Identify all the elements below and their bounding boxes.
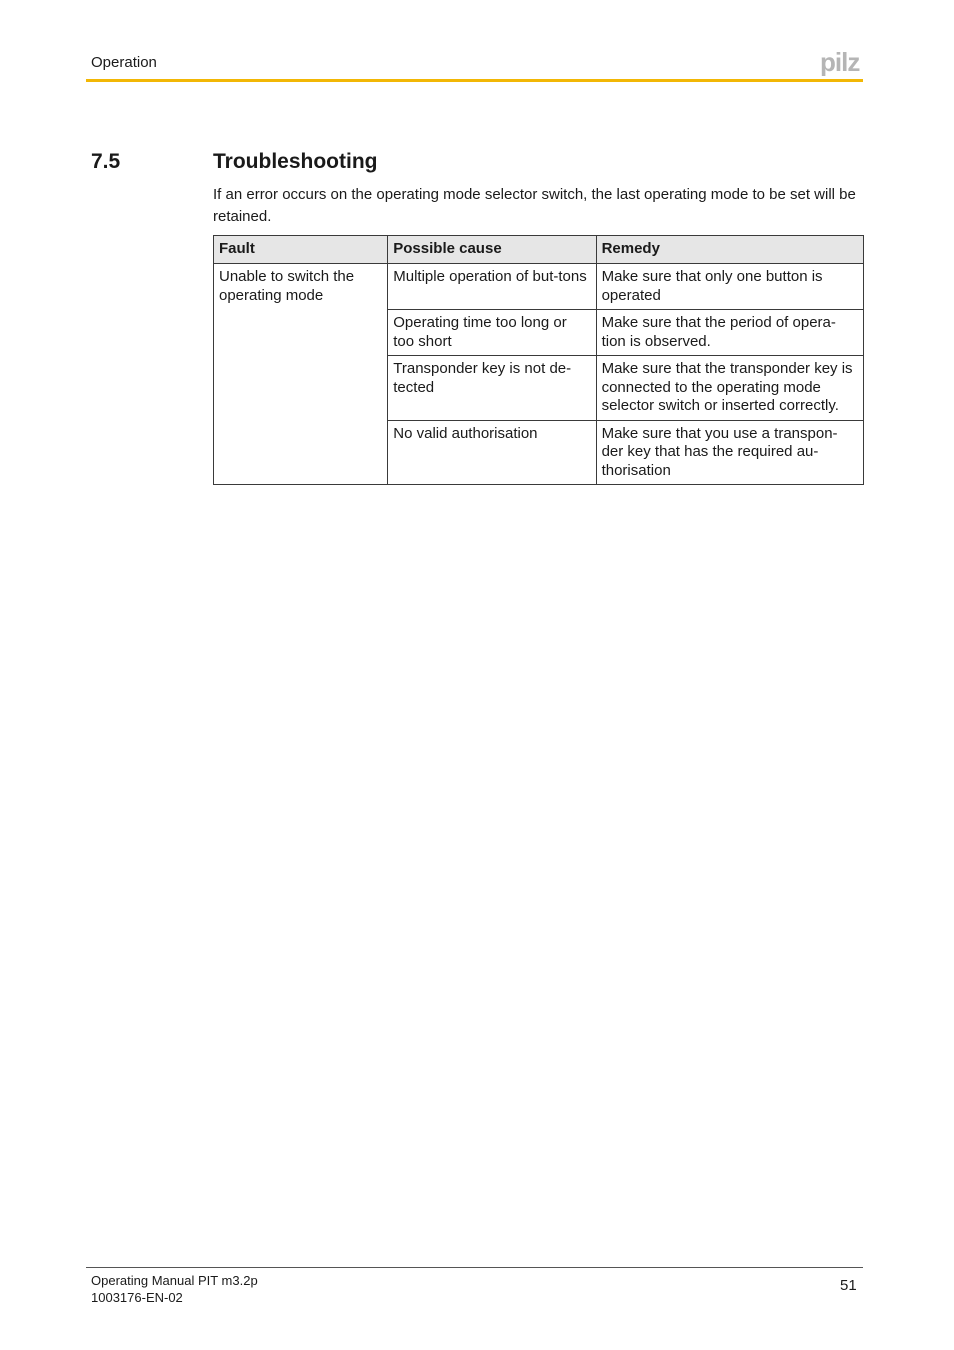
column-header-cause: Possible cause [388,236,596,264]
table-header-row [214,236,864,264]
pilz-logo [820,50,864,76]
section-title: Troubleshooting [213,150,378,173]
footer-rule [86,1267,863,1268]
remedy-cell: Make sure that the transponder key is connected to the operating mode selector switch or inserted correctly. [596,356,863,421]
footer-manual-title: Operating Manual PIT m3.2p [91,1273,258,1288]
footer-document-number: 1003176-EN-02 [91,1290,183,1305]
troubleshooting-table [213,235,864,485]
running-header-section: Operation [91,54,157,71]
remedy-cell: Make sure that you use a transpon-der key that has the required au-thorisation [596,420,863,485]
section-number: 7.5 [91,150,121,173]
fault-cell: Unable to switch the operating mode [214,264,388,485]
header-rule [86,79,863,82]
cause-cell: No valid authorisation [388,420,596,485]
cause-cell: Operating time too long or too short [388,310,596,356]
logo-text: pilz [820,50,860,76]
remedy-cell: Make sure that only one button is operated [596,264,863,310]
column-header-fault: Fault [214,236,388,264]
table-row [214,264,864,310]
remedy-cell: Make sure that the period of opera-tion is observed. [596,310,863,356]
cause-cell: Transponder key is not de-tected [388,356,596,421]
intro-paragraph: If an error occurs on the operating mode selector switch, the last operating mode to be set will be retained. [213,186,856,225]
page-number: 51 [840,1277,857,1294]
column-header-remedy: Remedy [596,236,863,264]
cause-cell: Multiple operation of but-tons [388,264,596,310]
